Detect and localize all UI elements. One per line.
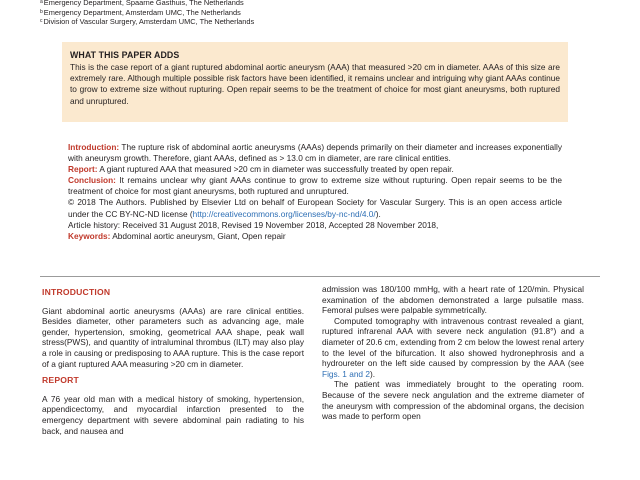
introduction-heading: INTRODUCTION [42,287,111,297]
right-column [322,284,584,422]
left-column [42,287,304,436]
what-this-paper-adds-text: This is the case report of a giant ruptured abdominal aortic aneurysm (AAA) that measured >20 cm in diameter. AAAs of this size are extremely rare. Although multiple possible risk factors have been identified, it remains unclear and intriguing why giant AAAs continue to grow to extreme size without rupturing. Open repair seems to be the treatment of choice for most giant aneurysms, both ruptured and unruptured. [70,62,560,106]
abstract [68,142,562,242]
license-statement: © 2018 The Authors. Published by Elsevier Ltd on behalf of European Society for Vascular Surgery. This is an open access article under the CC BY-NC-ND license (http://creativecommons.org/licenses/by-nc-nd/4.0/). [68,197,562,219]
affiliations [40,0,600,27]
report-label: Report: [68,164,98,175]
affiliation-b: $^b$Emergency Department, Amsterdam UMC, The Netherlands [40,7,241,17]
affiliation-a: $^a$Emergency Department, Spaarne Gasthuis, The Netherlands [40,0,244,7]
what-this-paper-adds-box [62,42,568,122]
what-this-paper-adds-title: WHAT THIS PAPER ADDS [70,50,180,60]
ct-paragraph: Computed tomography with intravenous contrast revealed a giant, ruptured infrarenal AAA with severe neck angulation (91.8°) and a diameter of 20.6 cm, extending from 2 cm below the lowest renal artery to the level of the bifurcation. It also showed hydronephrosis and a hydroureter on the left side caused by compression by the AAA (see Figs. 1 and 2). [322,315,584,379]
license-link[interactable]: http://creativecommons.org/licenses/by-nc-nd/4.0/ [192,208,376,219]
admission-paragraph: admission was 180/100 mmHg, with a heart rate of 120/min. Physical examination of the abdomen demonstrated a large pulsatile mass. Femoral pulses were palpable symmetrically. [322,284,584,316]
keywords-label: Keywords: [68,230,111,241]
abstract-introduction: Introduction: The rupture risk of abdominal aortic aneurysms (AAAs) depends primarily on their diameter and increases exponentially with aneurysm growth. Therefore, giant AAAs, defined as > 13.0 cm in diameter, are rare clinical entities. [68,142,562,164]
abstract-conclusion: Conclusion: It remains unclear why giant AAAs continue to grow to extreme size without rupturing. Open repair seems to be the treatment of choice for most giant aneurysms, both ruptured and unruptured. [68,175,562,197]
section-divider [40,276,600,277]
introduction-label: Introduction: [68,142,120,152]
introduction-paragraph: Giant abdominal aortic aneurysms (AAAs) are rare clinical entities. Besides diameter, other parameters such as advancing age, male gender, hypertension, smoking, geometrical AAA shape, peak wall stress(PWS), and quantity of intraluminal thrombus (ILT) may also play a role in causing or predisposing to AAA rupture. This is the case report of a giant ruptured AAA measuring >20 cm in diameter. [42,305,304,369]
abstract-report: Report: A giant ruptured AAA that measured >20 cm in diameter was successfully treated by open repair. [68,164,454,175]
conclusion-label: Conclusion: [68,175,116,186]
article-history: Article history: Received 31 August 2018, Revised 19 November 2018, Accepted 28 November 2018, [68,219,439,230]
keywords: Keywords: Abdominal aortic aneurysm, Giant, Open repair [68,230,286,241]
figures-link[interactable]: Figs. 1 and 2 [322,368,370,379]
report-heading: REPORT [42,375,80,386]
report-paragraph: A 76 year old man with a medical history of smoking, hypertension, appendicectomy, and myocardial infarction presented to the emergency department with severe abdominal pain radiating to his back, and nausea and [42,393,304,436]
operation-paragraph: The patient was immediately brought to the operating room. Because of the severe neck angulation and the extreme diameter of the aneurysm with compression of the abdominal organs, the decision was made to perform open [322,379,584,422]
affiliation-c: $^c$Division of Vascular Surgery, Amsterdam UMC, The Netherlands [40,17,255,27]
